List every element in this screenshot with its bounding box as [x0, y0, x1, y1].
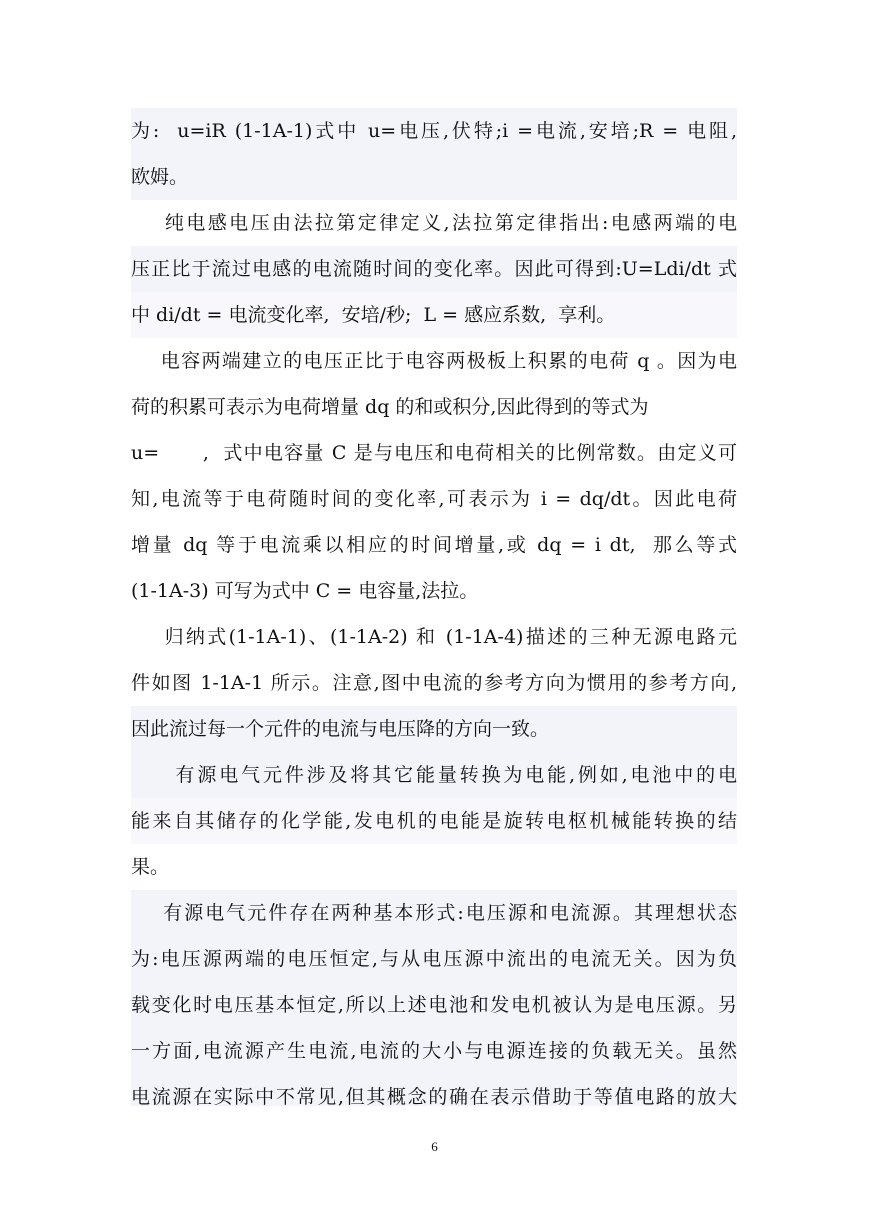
text-line: (1-1A-3) 可写为式中 C = 电容量,法拉。 [131, 580, 479, 602]
text-line: 欧姆。 [131, 166, 189, 188]
text-line: 果。 [131, 856, 170, 878]
text-line: 增量 dq 等于电流乘以相应的时间增量,或 dq = i dt, 那么等式 [131, 534, 737, 556]
page-number: 6 [431, 1139, 438, 1154]
text-line: 纯电感电压由法拉第定律定义,法拉第定律指出:电感两端的电 [131, 212, 737, 234]
text-line: 归纳式(1-1A-1)、(1-1A-2) 和 (1-1A-4)描述的三种无源电路元 [131, 626, 737, 648]
text-line: 电容两端建立的电压正比于电容两极板上积累的电荷 q 。因为电 [131, 350, 737, 372]
text-line: 为: u=iR (1-1A-1)式中 u=电压,伏特;i =电流,安培;R = 电阻, [131, 120, 737, 142]
text-line: 荷的积累可表示为电荷增量 dq 的和或积分,因此得到的等式为 [131, 396, 649, 418]
document-body [131, 108, 737, 1106]
text-line: 有源电气元件涉及将其它能量转换为电能,例如,电池中的电 [131, 764, 737, 786]
text-line: 有源电气元件存在两种基本形式:电压源和电流源。其理想状态 [131, 902, 737, 924]
text-line: 知,电流等于电荷随时间的变化率,可表示为 i = dq/dt。因此电荷 [131, 488, 737, 510]
text-line: 一方面,电流源产生电流,电流的大小与电源连接的负载无关。虽然 [131, 1040, 737, 1062]
text-line: u= , 式中电容量 C 是与电压和电荷相关的比例常数。由定义可 [131, 442, 737, 464]
text-line: 中 di/dt = 电流变化率, 安培/秒; L = 感应系数, 享利。 [131, 304, 616, 326]
text-line: 为:电压源两端的电压恒定,与从电压源中流出的电流无关。因为负 [131, 948, 737, 970]
text-line: 件如图 1-1A-1 所示。注意,图中电流的参考方向为惯用的参考方向, [131, 672, 737, 694]
text-line: 因此流过每一个元件的电流与电压降的方向一致。 [131, 718, 550, 740]
text-line: 载变化时电压基本恒定,所以上述电池和发电机被认为是电压源。另 [131, 994, 737, 1016]
text-line: 电流源在实际中不常见,但其概念的确在表示借助于等值电路的放大 [131, 1086, 737, 1108]
text-line: 能来自其储存的化学能,发电机的电能是旋转电枢机械能转换的结 [131, 810, 737, 832]
text-line: 压正比于流过电感的电流随时间的变化率。因此可得到:U=Ldi/dt 式 [131, 258, 737, 280]
